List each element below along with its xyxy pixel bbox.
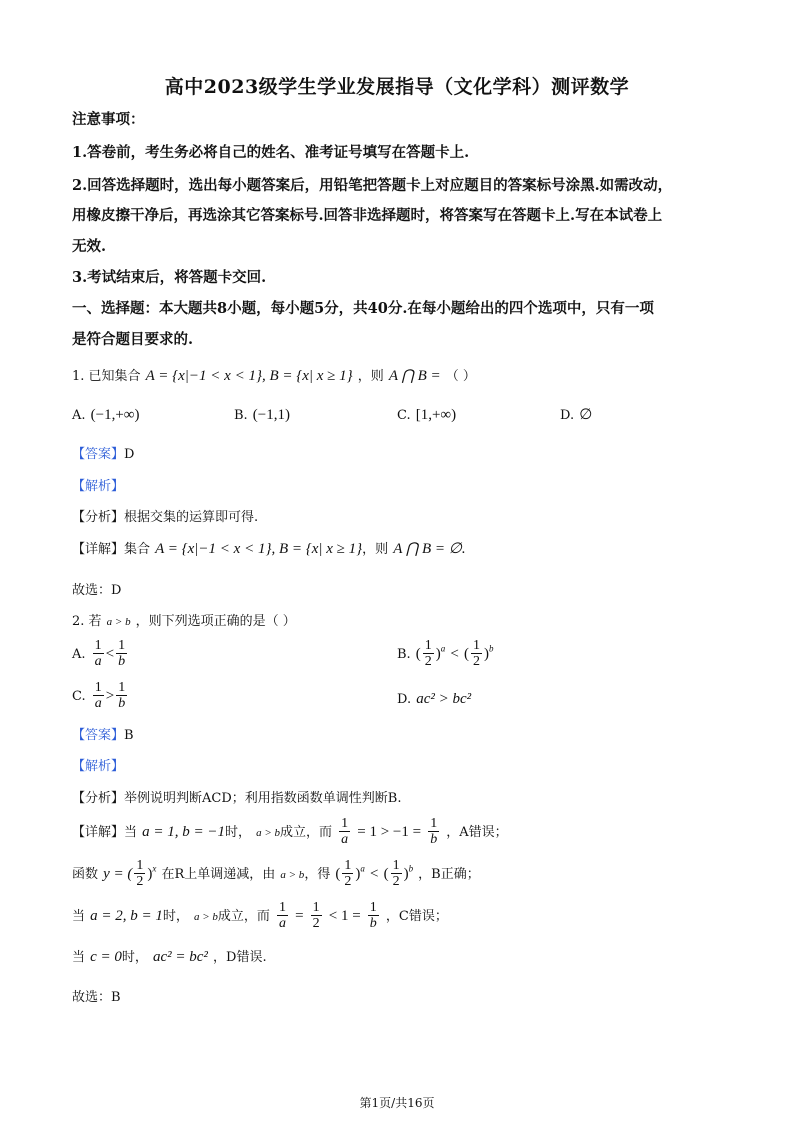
q2-option-a: A. $\frac{1}{a}$ < $\frac{1}{b}$	[72, 638, 126, 669]
q1-fenxi: 【分析】根据交集的运算即可得.	[72, 510, 259, 525]
section-1-heading-line-1: 一、选择题：本大题共8小题，每小题5分，共40分.在每小题给出的四个选项中，只有一项	[72, 300, 654, 317]
notice-item-2-line-1: 2.回答选择题时，选出每小题答案后，用铅笔把答题卡上对应题目的答案标号涂黑.如需改动，	[72, 177, 673, 194]
notice-item-2-line-2: 用橡皮擦干净后，再选涂其它答案标号.回答非选择题时，将答案写在答题卡上.写在本试卷上	[72, 207, 663, 224]
notice-item-1: 1.答卷前，考生务必将自己的姓名、准考证号填写在答题卡上.	[72, 144, 470, 161]
q2-detail-line-2: 函数 y = ( $\frac{1}{2}$ )$^x$ 在R上单调递减，由 a > b，得 ( $\frac{1}{2}$ )$^a$ < ( $\frac{1}{2}$ )$^b$ ，B正确；	[72, 858, 480, 889]
section-1-heading-line-2: 是符合题目要求的.	[72, 331, 194, 348]
q1-option-b: B. (−1,1)	[234, 407, 290, 423]
q1-answer: 【答案】D	[72, 447, 135, 462]
q2-detail-line-1: 【详解】当 a = 1, b = −1时， a > b成立，而 $\frac{1}{a}$ = 1 > −1 = $\frac{1}{b}$ ，A错误；	[72, 816, 508, 847]
q1-option-c: C. [1,+∞)	[397, 407, 457, 423]
q2-option-c: C. $\frac{1}{a}$ > $\frac{1}{b}$	[72, 680, 126, 711]
question-1-stem: 1. 已知集合 A = {x|−1 < x < 1}, B = {x| x ≥ 1} ，则 A ⋂ B = （ ）	[72, 368, 476, 384]
q2-option-b: B. ( $\frac{1}{2}$ )$^a$ < ( $\frac{1}{2}$ )$^b$	[397, 638, 494, 669]
question-2-stem: 2. 若 a > b ，则下列选项正确的是（ ）	[72, 614, 296, 629]
q2-fenxi: 【分析】举例说明判断ACD；利用指数函数单调性判断B.	[72, 791, 402, 806]
q1-option-a: A. (−1,+∞)	[72, 407, 140, 423]
notice-item-3: 3.考试结束后，将答题卡交回.	[72, 269, 267, 286]
notice-item-2-line-3: 无效.	[72, 238, 107, 255]
q2-detail-line-3: 当 a = 2, b = 1时， a > b成立，而 $\frac{1}{a}$ = $\frac{1}{2}$ < 1 = $\frac{1}{b}$ ，C错误；	[72, 900, 448, 931]
page-footer: 第1页/共16页	[359, 1096, 435, 1110]
q2-answer: 【答案】B	[72, 728, 134, 743]
notice-heading: 注意事项：	[72, 111, 145, 128]
q1-choose: 故选：D	[72, 583, 122, 598]
q1-analysis-tag: 【解析】	[72, 479, 125, 494]
q2-option-d: D. ac² > bc²	[397, 691, 472, 707]
q2-detail-line-4: 当 c = 0时， ac² = bc² ，D错误.	[72, 949, 267, 965]
page-title: 高中2023级学生学业发展指导（文化学科）测评数学	[164, 76, 630, 98]
q2-choose: 故选：B	[72, 990, 121, 1005]
q1-detail: 【详解】集合 A = {x|−1 < x < 1}, B = {x| x ≥ 1}，则 A ⋂ B = ∅.	[72, 541, 466, 557]
q1-option-d: D. ∅	[560, 407, 593, 423]
q2-analysis-tag: 【解析】	[72, 759, 125, 774]
